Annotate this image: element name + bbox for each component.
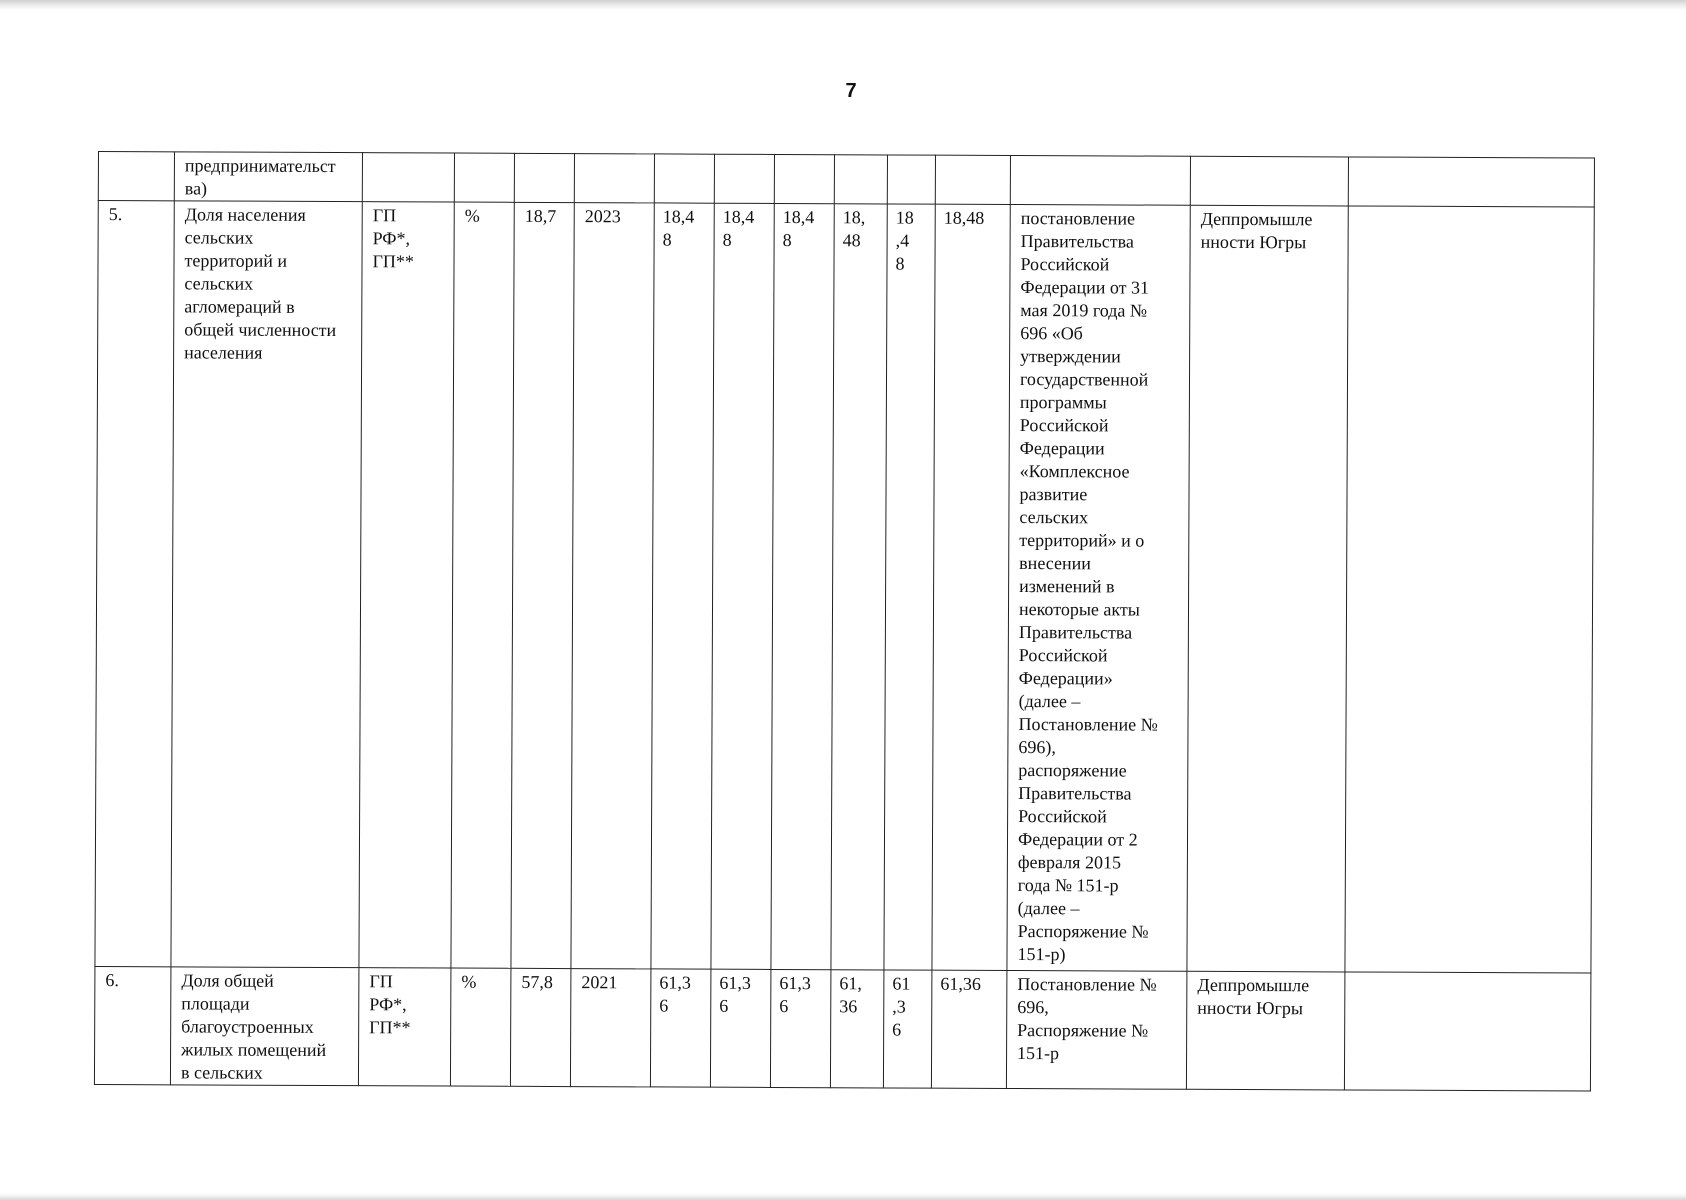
- base-year-cell: 2023: [571, 203, 654, 969]
- document-cell: [1010, 155, 1190, 205]
- program-cell: ГП РФ*, ГП**: [358, 968, 451, 1086]
- base-value-cell: 18,7: [511, 202, 574, 968]
- year-1-cell: 61,3 6: [650, 969, 711, 1087]
- unit-cell: %: [450, 968, 511, 1086]
- year-2-cell: [714, 154, 774, 203]
- year-4-cell: 18, 48: [831, 204, 887, 970]
- row-number-cell: [98, 152, 174, 201]
- extra-cell: [1345, 206, 1594, 973]
- final-value-cell: [935, 155, 1010, 204]
- program-cell: ГП РФ*, ГП**: [359, 202, 454, 968]
- table-row: [98, 152, 1594, 208]
- page-number: 7: [845, 80, 857, 102]
- table-row: [95, 201, 1594, 974]
- extra-cell: [1344, 972, 1591, 1091]
- year-5-cell: 61 ,3 6: [883, 970, 932, 1088]
- year-4-cell: [834, 155, 887, 204]
- responsible-cell: Деппромышле нности Югры: [1186, 971, 1345, 1090]
- indicators-table: [94, 151, 1595, 1092]
- responsible-cell: [1190, 156, 1348, 206]
- year-2-cell: 18,4 8: [711, 203, 774, 969]
- year-4-cell: 61, 36: [830, 970, 884, 1088]
- row-number-cell: 6.: [94, 966, 171, 1084]
- year-1-cell: 18,4 8: [651, 203, 714, 969]
- indicator-name-cell: предпринимательст ва): [174, 152, 362, 202]
- unit-cell: [454, 153, 514, 202]
- year-5-cell: 18 ,4 8: [884, 204, 935, 970]
- base-value-cell: 57,8: [510, 968, 571, 1086]
- year-3-cell: [774, 154, 834, 203]
- year-2-cell: 61,3 6: [710, 969, 771, 1087]
- responsible-cell: Деппромышле нности Югры: [1187, 205, 1348, 972]
- unit-cell: %: [451, 202, 514, 968]
- base-year-cell: 2021: [570, 969, 651, 1087]
- indicator-name-cell: Доля населения сельских территорий и сельских агломераций в общей численности населения: [171, 201, 362, 968]
- indicator-name-cell: Доля общей площади благоустроенных жилых помещений в сельских: [170, 967, 359, 1086]
- scan-edge-bottom: [0, 1192, 1686, 1200]
- document-cell: Постановление № 696, Распоряжение № 151-р: [1006, 970, 1187, 1089]
- year-5-cell: [887, 155, 935, 204]
- program-cell: [362, 153, 454, 202]
- row-number-cell: 5.: [95, 201, 174, 967]
- final-value-cell: 61,36: [931, 970, 1007, 1088]
- year-3-cell: 18,4 8: [771, 203, 834, 969]
- year-3-cell: 61,3 6: [770, 969, 831, 1087]
- scan-edge-top: [0, 0, 1686, 10]
- document-cell: постановление Правительства Российской Федерации от 31 мая 2019 года № 696 «Об утверждении государственной программы Российской Федерации «Комплексное развитие сельских территорий» и о внесении изменений в некоторые акты Правительства Российской Федерации» (далее – Постановление № 696), распоряжение Правительства Российской Федерации от 2 февраля 2015 года № 151-р (далее – Распоряжение № 151-р): [1007, 204, 1190, 971]
- table-row: [94, 966, 1591, 1091]
- base-year-cell: [574, 154, 654, 203]
- year-1-cell: [654, 154, 714, 203]
- extra-cell: [1348, 157, 1594, 207]
- base-value-cell: [514, 153, 574, 202]
- final-value-cell: 18,48: [932, 204, 1010, 970]
